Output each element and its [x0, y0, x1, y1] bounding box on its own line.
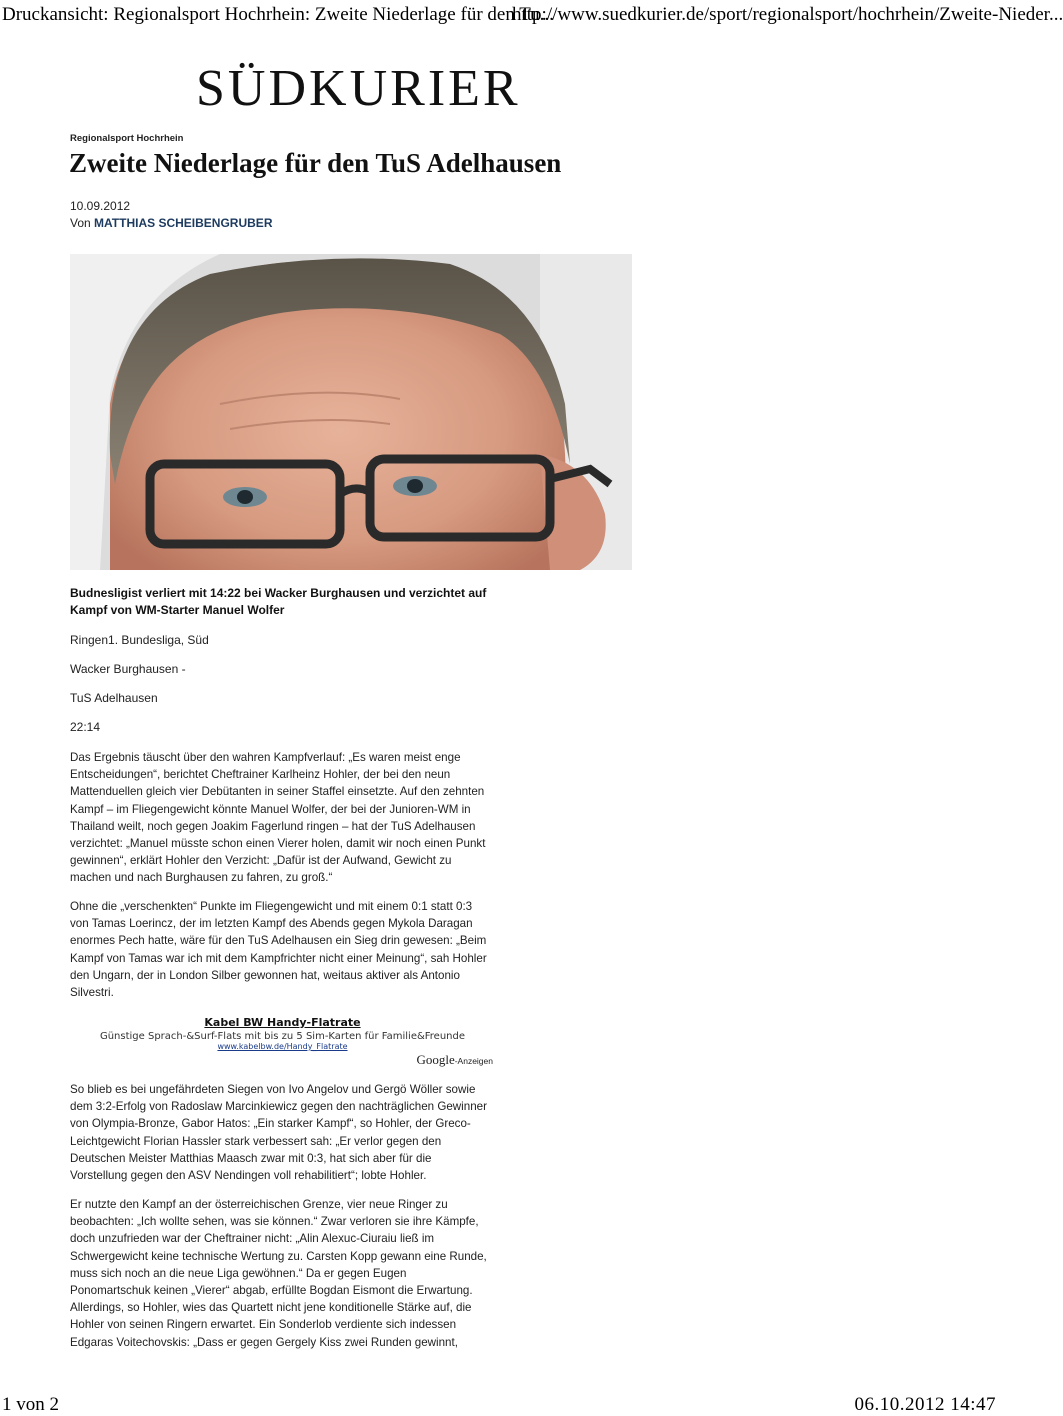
article-paragraph: Ohne die „verschenkten“ Punkte im Fliegengewicht und mit einem 0:1 statt 0:3 von Tamas Loerincz, der im letzten Kampf des Abends gegen Mykola Daragan enormes Pech hatte, wäre für den TuS Adelhausen ein Sieg drin gewesen: „Beim Kampf von Tamas war ich mit dem Kampfrichter nicht einer Meinung“, sah Hohler den Ungarn, der in London Silber gewonnen hat, weitaus aktiver als Antonio Silvestri.	[70, 900, 487, 1000]
ad-description: Günstige Sprach-&Surf-Flats mit bis zu 5 Sim-Karten für Familie&Freunde	[99, 1031, 466, 1042]
print-footer-datetime: 06.10.2012 14:47	[854, 1394, 996, 1415]
article-paragraph: Das Ergebnis täuscht über den wahren Kampfverlauf: „Es waren meist enge Entscheidungen“, berichtet Cheftrainer Karlheinz Hohler, der bei den neun Mattenduellen gleich vier Debütanten in seiner Staffel einsetzte. Auf den zehnten Kampf – im Fliegengewicht könnte Manuel Wolfer, der bei der Junioren-WM in Thailand weilt, noch gegen Joakim Fagerlund ringen – hat der TuS Adelhausen verzichtet: „Manuel müsste schon einen Vierer holen, damit wir noch einen Punkt gewinnen“, erklärt Hohler den Verzicht: „Dafür ist der Aufwand, Gewicht zu machen und nach Burghausen zu fahren, zu groß.“	[70, 751, 486, 885]
ad-url-link[interactable]: www.kabelbw.de/Handy_Flatrate	[217, 1042, 348, 1051]
result-line: Wacker Burghausen -	[70, 662, 186, 676]
article-byline	[70, 216, 272, 230]
google-ads-logo: Google-Anzeigen	[416, 1052, 493, 1067]
ad-title-link[interactable]: Kabel BW Handy-Flatrate	[204, 1016, 361, 1029]
print-header-title: Druckansicht: Regionalsport Hochrhein: Zweite Niederlage für den Tu...	[2, 4, 554, 25]
result-score: 22:14	[70, 720, 101, 734]
portrait-image	[70, 254, 632, 570]
author-name: MATTHIAS SCHEIBENGRUBER	[94, 216, 273, 230]
article-paragraph: Er nutzte den Kampf an der österreichischen Grenze, vier neue Ringer zu beobachten: „Ich wollte sehen, was sie können.“ Zwar verloren sie ihre Kämpfe, doch unzufrieden war der Cheftrainer nicht: „Alin Alexuc-Ciuraiu ließ im Schwergewicht keine technische Wertung zu. Carsten Kopp gewann eine Runde, muss sich noch an die neue Liga gewöhnen.“ Da er gegen Eugen Ponomartschuk keinen „Vierer“ abgab, erfüllte Bogdan Eismont die Erwartung. Allerdings, so Hohler, wies das Quartett nicht jene konditionelle Stärke auf, die Hohler von seinen Ringern erwartet. Ein Sonderlob verdiente sich indessen Edgaras Voitechovskis: „Dass er gegen Gergely Kiss zwei Runden gewinnt,	[70, 1198, 487, 1349]
google-ad	[70, 1016, 495, 1068]
article-paragraph: So blieb es bei ungefährdeten Siegen von Ivo Angelov und Gergö Wöller sowie dem 3:2-Erfolg von Radoslaw Marcinkiewicz gegen den nachträglichen Gewinner von Olympia-Bronze, Gabor Hatos: „Ein starker Kampf“, so Hohler, der Greco-Leichtgewicht Florian Hassler stark verbessert sah: „Er verlor gegen den Deutschen Meister Matthias Maasch zwar mit 0:3, hat sich aber für die Vorstellung gegen den ASV Nendingen voll rehabilitiert“; lobte Hohler.	[70, 1083, 487, 1183]
byline-prefix: Von	[70, 216, 95, 230]
article-teaser: Budnesligist verliert mit 14:22 bei Wacker Burghausen und verzichtet auf Kampf von WM-Starter Manuel Wolfer	[70, 586, 487, 617]
print-header-url: http://www.suedkurier.de/sport/regionalsport/hochrhein/Zweite-Nieder...	[512, 4, 1063, 25]
article-photo	[70, 254, 632, 570]
section-kicker: Regionalsport Hochrhein	[70, 133, 184, 144]
print-footer-page: 1 von 2	[2, 1394, 59, 1415]
article-date: 10.09.2012	[70, 199, 131, 213]
result-line: Ringen1. Bundesliga, Süd	[70, 633, 209, 647]
article-headline: Zweite Niederlage für den TuS Adelhausen	[69, 148, 562, 178]
newspaper-logo: SÜDKURIER	[196, 60, 521, 117]
result-line: TuS Adelhausen	[70, 691, 158, 705]
